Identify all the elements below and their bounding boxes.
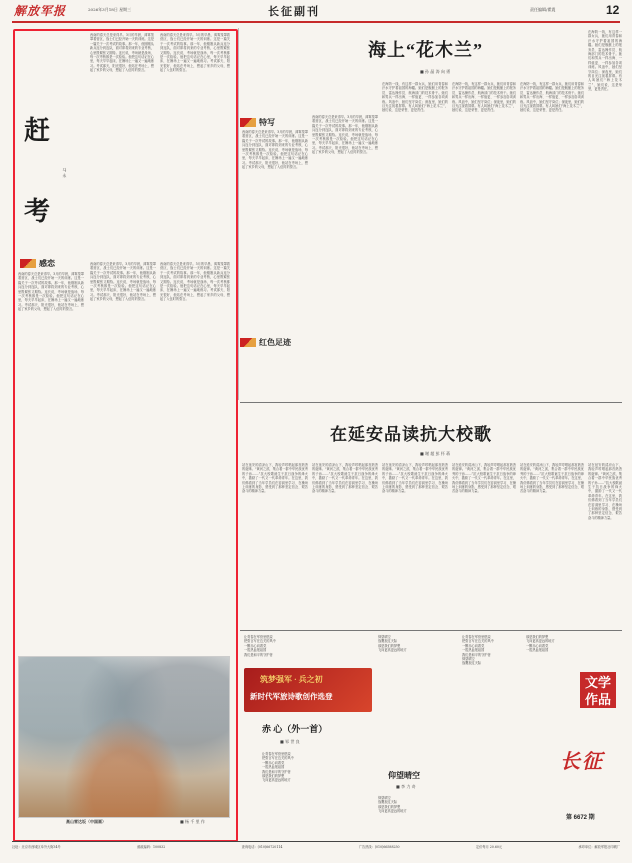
poem-line: 让青春在军营里燃烧 [462,635,491,639]
poem-a-lines [244,635,314,657]
flag-icon [20,259,36,268]
poem-line: 我们是和平的守护者 [262,769,291,774]
poem-line: 飞向更高更远的地方 [378,809,407,814]
footer-address: 社址：北京市西城区阜外大街34号 [12,845,61,849]
article-yanan-body-col1: 站在延安的清凉山下，我轻声哼唱起那首熟悉的旋律。“黄河之滨，集合着一群中华民族优秀的子孙……”抗大校歌诞生于抗日战争的烽火中，激励了一代又一代革命青年。在这里，我仿佛看到了当年学员们在窑洞里学习、在操场上训练的身影，感受到了那种坚定信念、艰苦奋斗的精神力量。 [242,463,308,494]
article-gankao-body-col4: 西南的春天总是来得早。3月的早晨，薄雾笼罩着营区，战士们已经开始一天的训练。这是一篇关于一次考试的故事。那一年，他刚刚从新兵连分到连队，面对即将到来的专业考核，心里既紧张又期待。连长说，考场就是战场，每一次考核都是一次检验。他把这句话记在心里，每天早早起床，在操场上一遍又一遍地练习。考试那天，阳光很好，他站在考场上，想起了家乡的父母，想起了入伍时的誓言。 [90,262,156,302]
section-rule [240,630,622,631]
poem-line: 飞向更高更远的地方 [526,639,555,644]
poem-line: 那是我们的梦想 [378,804,401,809]
article-huamulan-body-col2: 在海防一线，有这样一群女兵，她们用青春和汗水守护着祖国的海疆。她们是舰艇上的报务员、雷达操作员、航海部门的技术骨干。她们和男兵一样出海、一样值更、一样参加各项训练。风浪中，她们坚守岗位；深夜里，她们的目光注视着屏幕。有人叫她们“海上花木兰”，她们说，这是荣誉，更是责任。 [452,82,516,113]
article-huamulan-body-col4: 在海防一线，有这样一群女兵，她们用青春和汗水守护着祖国的海疆。她们是舰艇上的报务员、雷达操作员、航海部门的技术骨干。她们和男兵一样出海、一样值更、一样参加各项训练。风浪中，她们坚守岗位；深夜里，她们的目光注视着屏幕。有人叫她们“海上花木兰”，她们说，这是荣誉，更是责任。 [588,30,622,92]
newspaper-logo: 解放军报 [14,4,67,18]
issue-date: 2026年3月18日 星期三 [88,7,132,12]
poem-a-body [262,752,362,783]
poem-line: 一颗赤心向着党 [244,643,267,648]
title-char-2: 考 [24,197,51,226]
footer-price: 定价每月 20.60元 [476,845,503,849]
masthead-rule [12,21,620,23]
article-texie-body-col2: 西南的春天总是来得早。3月的早晨，薄雾笼罩着营区，战士们已经开始一天的训练。这是一篇关于一次考试的故事。那一年，他刚刚从新兵连分到连队，面对即将到来的专业考核，心里既紧张又期待。连长说，考场就是战场，每一次考核都是一次检验。他把这句话记在心里，每天早早起床，在操场上一遍又一遍地练习。考试那天，阳光很好，他站在考场上，想起了家乡的父母，想起了入伍时的誓言。 [312,115,378,155]
article-yanan-author: ■ 谢 超 彭 怀 蒋 [420,451,451,456]
article-gankao-body-col1: 西南的春天总是来得早。3月的早晨，薄雾笼罩着营区，战士们已经开始一天的训练。这是一篇关于一次考试的故事。那一年，他刚刚从新兵连分到连队，面对即将到来的专业考核，心里既紧张又期待。连长说，考场就是战场，每一次考核都是一次检验。他把这句话记在心里，每天早早起床，在操场上一遍又一遍地练习。考试那天，阳光很好，他站在考场上，想起了家乡的父母，想起了入伍时的誓言。 [90,33,154,73]
editor-credit: 责任编辑/翟震 [530,7,556,12]
poem-b-body [378,796,458,814]
article-gankao-author: 马 永 [62,168,68,178]
poem-line: 把誓言写在边关的风中 [262,756,294,761]
poem-line: 我们是和平的守护者 [462,652,491,657]
poem-mid-body [378,635,458,653]
poem-line: 让青春在军营里燃烧 [262,752,291,756]
poem-line: 一颗赤心向着党 [526,643,549,648]
changzheng-logo: 长征 [560,751,604,773]
promo-line2: 新时代军旅诗歌创作选登 [250,692,333,701]
section-rule [240,402,622,403]
article-gankao-body-col5: 西南的春天总是来得早。3月的早晨，薄雾笼罩着营区，战士们已经开始一天的训练。这是一篇关于一次考试的故事。那一年，他刚刚从新兵连分到连队，面对即将到来的专业考核，心里既紧张又期待。连长说，考场就是战场，每一次考核都是一次检验。他把这句话记在心里，每天早早起床，在操场上一遍又一遍地练习。考试那天，阳光很好，他站在考场上，想起了家乡的父母，想起了入伍时的誓言。 [160,262,230,302]
poem-line: 一腔热血报祖国 [462,648,485,653]
article-huamulan-author: ■ 孙 晶 涛 向 勇 [420,69,451,74]
promo-line1: 筑梦强军 · 兵之初 [260,675,323,684]
poem-line: 战鹰掠过天际 [462,661,482,666]
article-gankao-body-col2: 西南的春天总是来得早。3月的早晨，薄雾笼罩着营区，战士们已经开始一天的训练。这是一篇关于一次考试的故事。那一年，他刚刚从新兵连分到连队，面对即将到来的专业考核，心里既紧张又期待。连长说，考场就是战场，每一次考核都是一次检验。他把这句话记在心里，每天早早起床，在操场上一遍又一遍地练习。考试那天，阳光很好，他站在考场上，想起了家乡的父母，想起了入伍时的誓言。 [160,33,230,73]
painting-image [18,656,230,818]
issue-number: 第 6672 期 [566,815,595,821]
title-char-1: 赶 [24,116,51,145]
poem-line: 一腔热血报祖国 [526,648,549,653]
section-heading-ganlian: 感恋 [20,258,55,269]
poem-d-body [526,635,586,653]
poem-line: 把誓言写在边关的风中 [462,639,494,644]
section-title: 长征副刊 [268,6,320,18]
footer-postcode: 邮政编码：100832 [137,845,166,849]
painting-caption: 高山雪达坂（中国画） [66,819,106,824]
footer-rule [12,841,620,842]
poem-line: 仰望晴空 [462,657,475,662]
poem-line: 一腔热血报祖国 [262,765,285,770]
poem-line: 一颗赤心向着党 [462,643,485,648]
article-huamulan-body-col3: 在海防一线，有这样一群女兵，她们用青春和汗水守护着祖国的海疆。她们是舰艇上的报务员、雷达操作员、航海部门的技术骨干。她们和男兵一样出海、一样值更、一样参加各项训练。风浪中，她们坚守岗位；深夜里，她们的目光注视着屏幕。有人叫她们“海上花木兰”，她们说，这是荣誉，更是责任。 [520,82,584,113]
poem-a-title: 赤 心（外一首） [262,724,328,734]
footer [12,845,620,855]
page-number: 12 [606,3,620,17]
flag-icon [240,118,256,127]
poem-line: 那是我们的梦想 [262,774,285,779]
article-huamulan-body-col1: 在海防一线，有这样一群女兵，她们用青春和汗水守护着祖国的海疆。她们是舰艇上的报务员、雷达操作员、航海部门的技术骨干。她们和男兵一样出海、一样值更、一样参加各项训练。风浪中，她们坚守岗位；深夜里，她们的目光注视着屏幕。有人叫她们“海上花木兰”，她们说，这是荣誉，更是责任。 [382,82,448,113]
poem-line: 一颗赤心向着党 [262,760,285,765]
section-heading-texie: 特写 [240,117,275,128]
article-texie-body-col1: 西南的春天总是来得早。3月的早晨，薄雾笼罩着营区，战士们已经开始一天的训练。这是一篇关于一次考试的故事。那一年，他刚刚从新兵连分到连队，面对即将到来的专业考核，心里既紧张又期待。连长说，考场就是战场，每一次考核都是一次检验。他把这句话记在心里，每天早早起床，在操场上一遍又一遍地练习。考试那天，阳光很好，他站在考场上，想起了家乡的父母，想起了入伍时的誓言。 [242,130,308,170]
article-yanan-body-col2: 站在延安的清凉山下，我轻声哼唱起那首熟悉的旋律。“黄河之滨，集合着一群中华民族优秀的子孙……”抗大校歌诞生于抗日战争的烽火中，激励了一代又一代革命青年。在这里，我仿佛看到了当年学员们在窑洞里学习、在操场上训练的身影，感受到了那种坚定信念、艰苦奋斗的精神力量。 [312,463,378,494]
painting-artist: ■ 杨 千 里 作 [180,819,205,824]
poem-line: 那是我们的梦想 [526,635,549,639]
promo-banner [244,668,372,712]
literature-badge: 文学作品 [580,672,616,708]
footer-ad: 广告热线：(010)66588250 [358,845,400,849]
poem-line: 那是我们的梦想 [378,643,401,648]
poem-line: 战鹰掠过天际 [378,639,398,644]
footer-tel: 查询电话：(010)66720114 [241,845,283,849]
section-heading-hongse: 红色足迹 [240,337,291,348]
footer-print: 承印单位：解放军报社印刷厂 [578,845,620,849]
poem-c-body [462,635,522,666]
poem-line: 飞向更高更远的地方 [262,778,291,783]
poem-line: 飞向更高更远的地方 [378,648,407,653]
poem-b-title: 仰望晴空 [388,771,420,780]
poem-line: 战鹰掠过天际 [378,800,398,805]
poem-line: 仰望晴空 [378,635,391,639]
article-yanan-body-col6: 站在延安的清凉山下，我轻声哼唱起那首熟悉的旋律。“黄河之滨，集合着一群中华民族优秀的子孙……”抗大校歌诞生于抗日战争的烽火中，激励了一代又一代革命青年。在这里，我仿佛看到了当年学员们在窑洞里学习、在操场上训练的身影，感受到了那种坚定信念、艰苦奋斗的精神力量。 [588,463,622,520]
masthead [0,0,632,22]
article-yanan-title: 在延安品读抗大校歌 [330,425,492,444]
poem-line: 我们是和平的守护者 [244,652,273,657]
article-yanan-body-col3: 站在延安的清凉山下，我轻声哼唱起那首熟悉的旋律。“黄河之滨，集合着一群中华民族优秀的子孙……”抗大校歌诞生于抗日战争的烽火中，激励了一代又一代革命青年。在这里，我仿佛看到了当年学员们在窑洞里学习、在操场上训练的身影，感受到了那种坚定信念、艰苦奋斗的精神力量。 [382,463,448,494]
poem-b-author: ■ 李 力 奇 [396,784,416,789]
column-divider [238,28,239,400]
article-yanan-body-col4: 站在延安的清凉山下，我轻声哼唱起那首熟悉的旋律。“黄河之滨，集合着一群中华民族优秀的子孙……”抗大校歌诞生于抗日战争的烽火中，激励了一代又一代革命青年。在这里，我仿佛看到了当年学员们在窑洞里学习、在操场上训练的身影，感受到了那种坚定信念、艰苦奋斗的精神力量。 [452,463,516,494]
poem-line: 让青春在军营里燃烧 [244,635,273,639]
poem-a-author: ■ 邹 世 良 [280,739,300,744]
poem-line: 仰望晴空 [378,796,391,800]
article-yanan-body-col5: 站在延安的清凉山下，我轻声哼唱起那首熟悉的旋律。“黄河之滨，集合着一群中华民族优秀的子孙……”抗大校歌诞生于抗日战争的烽火中，激励了一代又一代革命青年。在这里，我仿佛看到了当年学员们在窑洞里学习、在操场上训练的身影，感受到了那种坚定信念、艰苦奋斗的精神力量。 [520,463,584,494]
article-huamulan-title: 海上“花木兰” [368,40,483,60]
article-gankao-body-col3: 西南的春天总是来得早。3月的早晨，薄雾笼罩着营区，战士们已经开始一天的训练。这是一篇关于一次考试的故事。那一年，他刚刚从新兵连分到连队，面对即将到来的专业考核，心里既紧张又期待。连长说，考场就是战场，每一次考核都是一次检验。他把这句话记在心里，每天早早起床，在操场上一遍又一遍地练习。考试那天，阳光很好，他站在考场上，想起了家乡的父母，想起了入伍时的誓言。 [18,272,84,312]
poem-line: 把誓言写在边关的风中 [244,639,276,644]
flag-icon [240,338,256,347]
poem-line: 一腔热血报祖国 [244,648,267,653]
